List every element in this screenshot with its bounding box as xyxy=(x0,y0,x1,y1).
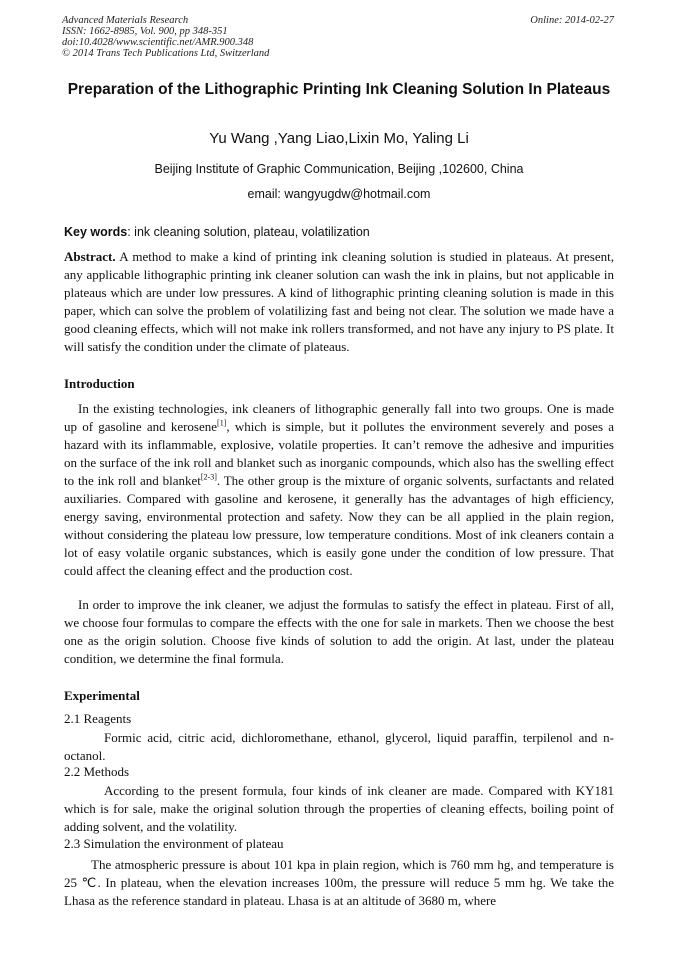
introduction-heading: Introduction xyxy=(64,376,135,391)
intro-p1-part-c: . The other group is the mixture of organic solvents, surfactants and related auxiliaries. Compared with gasoline and kerosene, it generally has the advantages of high efficiency, energy saving, environmental protection and safety. Now they can be all applied in the plain region, without considering the plateau low pressure, low temperature conditions. Most of ink cleaners contain a lot of easy volatile organic substances, which is easily gone under the condition of low pressure. That could affect the cleaning effect and the production cost. xyxy=(64,473,614,578)
intro-p1-part-a: In the existing technologies, ink cleaners of lithographic generally fall into two groups. One is made up of gasoline and kerosene xyxy=(64,401,614,434)
abstract-text: A method to make a kind of printing ink cleaning solution is studied in plateaus. At present, any applicable lithographic printing ink cleaner solution can wash the ink in plains, but not applicable in plateaus which are under low pressures. A kind of lithographic printing cleaning solution is made in this paper, which can solve the problem of volatilizing fast and being not clear. The solution we made have a good cleaning effects, which will not make ink rollers transformed, and not have any injury to PS plate. It will satisfy the condition under the climate of plateaus. xyxy=(64,249,614,354)
section-2-3-heading: 2.3 Simulation the environment of plateau xyxy=(64,836,284,851)
section-2-2-text: According to the present formula, four kinds of ink cleaner are made. Compared with KY181 which is for sale, make the original solution through the properties of cleaning effects, boiling point of adding solvent, and the volatility. xyxy=(64,783,614,834)
copyright: © 2014 Trans Tech Publications Ltd, Switzerland xyxy=(62,48,270,59)
section-2-3-text: The atmospheric pressure is about 101 kpa in plain region, which is 760 mm hg, and temperature is 25 ℃. In plateau, when the elevation increases 100m, the pressure will reduce 5 mm hg. We take the Lhasa as the reference standard in plateau. Lhasa is at an altitude of 3680 m, where xyxy=(64,857,614,908)
keywords-text: : ink cleaning solution, plateau, volatilization xyxy=(127,225,370,239)
section-2-1-heading: 2.1 Reagents xyxy=(64,711,132,726)
journal-header xyxy=(62,15,269,59)
online-date: Online: 2014-02-27 xyxy=(530,15,614,26)
keywords xyxy=(64,225,370,239)
citation-2-3[interactable]: [2-3] xyxy=(200,472,217,482)
affiliation: Beijing Institute of Graphic Communication, Beijing ,102600, China xyxy=(154,162,524,176)
experimental-heading: Experimental xyxy=(64,688,140,703)
intro-p1-part-b: , which is simple, but it pollutes the environment severely and poses a hazard with its inflammable, explosive, volatile properties. It can’t remove the adhesive and impurities on the surface of the ink roll and blanket such as inorganic compounds, which also has the swelling effect to the ink roll and blanket xyxy=(64,419,614,488)
journal-name: Advanced Materials Research xyxy=(62,15,189,26)
section-2-1-text: Formic acid, citric acid, dichloromethane, ethanol, glycerol, liquid paraffin, terpilenol and n-octanol. xyxy=(64,730,614,763)
section-2-2-heading: 2.2 Methods xyxy=(64,764,129,779)
issn: ISSN: 1662-8985, Vol. 900, pp 348-351 xyxy=(62,26,228,37)
paper-title: Preparation of the Lithographic Printing Ink Cleaning Solution In Plateaus xyxy=(67,81,611,98)
abstract-label: Abstract. xyxy=(64,249,116,264)
doi[interactable]: doi:10.4028/www.scientific.net/AMR.900.348 xyxy=(62,37,254,48)
abstract xyxy=(64,248,614,356)
authors: Yu Wang ,Yang Liao,Lixin Mo, Yaling Li xyxy=(209,130,469,147)
introduction-paragraph-2: In order to improve the ink cleaner, we adjust the formulas to satisfy the effect in plateau. First of all, we choose four formulas to compare the effects with the one for sale in markets. Then we choose the best one as the origin solution. Choose five kinds of solution to add the origin. At last, under the plateau condition, we determine the final formula. xyxy=(64,597,614,666)
email[interactable]: email: wangyugdw@hotmail.com xyxy=(247,187,431,201)
citation-1[interactable]: [1] xyxy=(217,418,227,428)
keywords-label: Key words xyxy=(64,225,128,239)
introduction-paragraph-1 xyxy=(64,400,614,580)
